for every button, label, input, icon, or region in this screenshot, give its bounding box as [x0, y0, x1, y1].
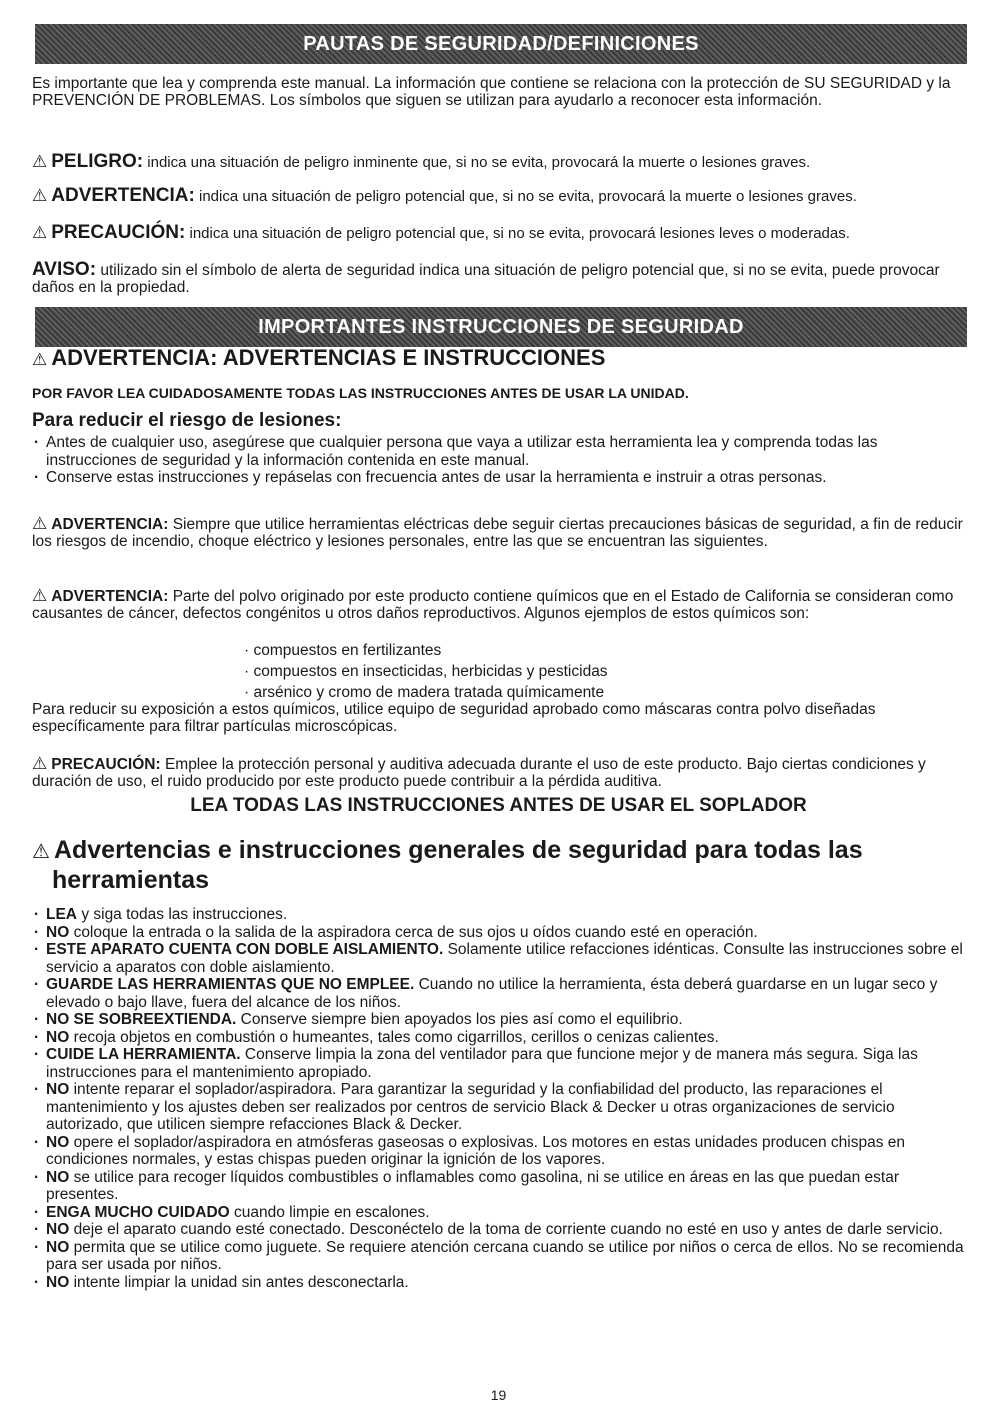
electric-tools-warning: ⚠ ADVERTENCIA: Siempre que utilice herramientas eléctricas debe seguir ciertas precauciones básicas de seguridad, a fin de reducir los riesgos de incendio, choque eléctrico y lesiones personales, entre las que se encuentran las siguientes. [32, 514, 963, 550]
definition-term: PELIGRO: [51, 151, 144, 172]
warning-triangle-icon: ⚠ [32, 152, 48, 171]
list-item: · ENGA MUCHO CUIDADO cuando limpie en escalones. [32, 1204, 972, 1222]
definition-term: PRECAUCIÓN: [51, 222, 186, 243]
caution-term: PRECAUCIÓN: [51, 756, 161, 773]
warning-term: ADVERTENCIA: [51, 588, 169, 605]
list-item: · compuestos en fertilizantes [244, 640, 608, 661]
intro-paragraph: Es importante que lea y comprenda este manual. La información que contiene se relaciona con la protección de SU SEGURIDAD y la PREVENCIÓN DE PROBLEMAS. Los símbolos que siguen se utilizan para ayudarlo a reconocer esta información. [32, 75, 951, 109]
warning-triangle-icon: ⚠ [32, 586, 48, 605]
definition-term: AVISO: [32, 259, 97, 280]
definition-advertencia [32, 187, 972, 205]
list-item: · ESTE APARATO CUENTA CON DOBLE AISLAMIENTO. Solamente utilice refacciones idénticas. Consulte las instrucciones sobre el servicio a aparatos con doble aislamiento. [32, 941, 972, 976]
list-item: · compuestos en insecticidas, herbicidas y pesticidas [244, 661, 608, 682]
chemicals-list [244, 640, 608, 703]
definition-text: indica una situación de peligro potencial que, si no se evita, provocará lesiones leves o moderadas. [189, 225, 850, 242]
warning-heading: ⚠ ADVERTENCIA: ADVERTENCIAS E INSTRUCCIONES [32, 345, 606, 370]
list-item: · NO intente limpiar la unidad sin antes desconectarla. [32, 1274, 972, 1292]
list-item: · Conserve estas instrucciones y repáselas con frecuencia antes de usar la herramienta e instruir a otras personas. [32, 469, 972, 487]
definition-text: indica una situación de peligro potencial que, si no se evita, provocará la muerte o lesiones graves. [198, 188, 857, 205]
list-item: · LEA y siga todas las instrucciones. [32, 906, 972, 924]
definition-text: indica una situación de peligro inminente que, si no se evita, provocará la muerte o lesiones graves. [147, 154, 811, 171]
list-item: · NO se utilice para recoger líquidos combustibles o inflamables como gasolina, ni se utilice en áreas en las que puedan estar presentes. [32, 1169, 972, 1204]
warning-triangle-icon: ⚠ [32, 514, 48, 533]
list-item: · CUIDE LA HERRAMIENTA. Conserve limpia la zona del ventilador para que funcione mejor y de manera más segura. Siga las instrucciones para el mantenimiento apropiado. [32, 1046, 972, 1081]
section-banner-important-instructions: IMPORTANTES INSTRUCCIONES DE SEGURIDAD [35, 307, 967, 347]
warning-triangle-icon: ⚠ [32, 186, 48, 205]
hearing-caution: ⚠ PRECAUCIÓN: Emplee la protección personal y auditiva adecuada durante el uso de este producto. Bajo ciertas condiciones y duración de uso, el ruido producido por este producto puede contribuir a la pérdida auditiva. [32, 754, 926, 790]
reduce-risk-list [32, 434, 972, 487]
definition-term: ADVERTENCIA: [51, 185, 195, 206]
definition-precaucion [32, 224, 972, 242]
read-before-blower-heading: LEA TODAS LAS INSTRUCCIONES ANTES DE USAR EL SOPLADOR [190, 795, 807, 816]
list-item: · NO recoja objetos en combustión o humeantes, tales como cigarrillos, cerillos o cenizas calientes. [32, 1029, 972, 1047]
list-item: · Antes de cualquier uso, asegúrese que cualquier persona que vaya a utilizar esta herramienta lea y comprenda todas las instrucciones de seguridad y la información contenida en este manual. [32, 434, 972, 469]
list-item: · NO opere el soplador/aspiradora en atmósferas gaseosas o explosivas. Los motores en estas unidades producen chispas en condiciones normales, y estas chispas pueden originar la ignición de los vapores. [32, 1134, 972, 1169]
definition-text: utilizado sin el símbolo de alerta de seguridad indica una situación de peligro potencial que, si no se evita, puede provocar daños en la propiedad. [32, 262, 940, 296]
warning-triangle-icon: ⚠ [32, 223, 48, 242]
list-item: · NO deje el aparato cuando esté conectado. Desconéctelo de la toma de corriente cuando no esté en uso y antes de darle servicio. [32, 1221, 972, 1239]
list-item: · NO SE SOBREEXTIENDA. Conserve siempre bien apoyados los pies así como el equilibrio. [32, 1011, 972, 1029]
list-item: · NO coloque la entrada o la salida de la aspiradora cerca de sus ojos u oídos cuando esté en operación. [32, 924, 972, 942]
warning-triangle-icon: ⚠ [32, 841, 50, 863]
list-item: · arsénico y cromo de madera tratada químicamente [244, 682, 608, 703]
warning-triangle-icon: ⚠ [32, 754, 48, 773]
general-rules-list [32, 906, 972, 1291]
chemicals-warning: ⚠ ADVERTENCIA: Parte del polvo originado por este producto contiene químicos que en el Estado de California se consideran como causantes de cáncer, defectos congénitos u otros daños reproductivos. Algunos ejemplos de estos químicos son: [32, 586, 954, 622]
list-item: · NO permita que se utilice como juguete. Se requiere atención cercana cuando se utilice por niños o cerca de ellos. No se recomienda para ser usada por niños. [32, 1239, 972, 1274]
read-all-notice: POR FAVOR LEA CUIDADOSAMENTE TODAS LAS INSTRUCCIONES ANTES DE USAR LA UNIDAD. [32, 385, 689, 401]
warning-triangle-icon: ⚠ [32, 350, 48, 369]
general-safety-heading: ⚠ Advertencias e instrucciones generales de seguridad para todas las herramientas [32, 836, 863, 894]
page-number: 19 [490, 1387, 507, 1403]
list-item: · GUARDE LAS HERRAMIENTAS QUE NO EMPLEE. Cuando no utilice la herramienta, ésta deberá guardarse en un lugar seco y elevado o bajo llave, fuera del alcance de los niños. [32, 976, 972, 1011]
definition-aviso [32, 261, 968, 296]
list-item: · NO intente reparar el soplador/aspiradora. Para garantizar la seguridad y la confiabilidad del producto, las reparaciones el mantenimiento y los ajustes deben ser realizados por centros de servicio Black & Decker u otras organizaciones de servicio autorizado, que utilicen siempre refacciones Black & Decker. [32, 1081, 972, 1134]
warning-term: ADVERTENCIA: [51, 516, 169, 533]
exposure-paragraph: Para reducir su exposición a estos químicos, utilice equipo de seguridad aprobado como máscaras contra polvo diseñadas específicamente para filtrar partículas microscópicas. [32, 701, 876, 735]
section-banner-safety-guidelines: PAUTAS DE SEGURIDAD/DEFINICIONES [35, 24, 967, 64]
reduce-risk-heading: Para reducir el riesgo de lesiones: [32, 410, 342, 431]
definition-peligro [32, 153, 972, 171]
